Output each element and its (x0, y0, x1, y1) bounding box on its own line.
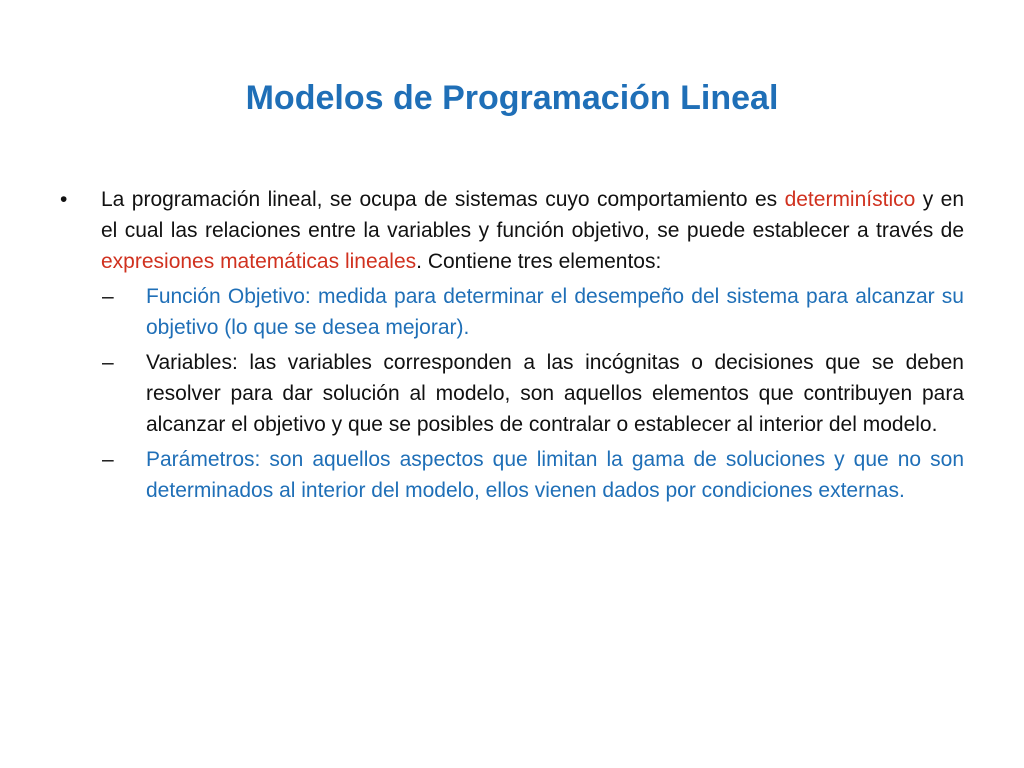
sub-item-marker: – (102, 448, 114, 471)
main-bullet-text-part1: La programación lineal, se ocupa de sistemas cuyo comportamiento es (101, 188, 785, 211)
sub-item-parametros (102, 444, 964, 506)
highlight-expresiones: expresiones matemáticas lineales (101, 250, 417, 273)
main-bullet-text (101, 184, 964, 277)
sub-item-marker: – (102, 351, 114, 374)
sub-item-variables (102, 347, 964, 440)
bullet-marker: • (60, 188, 68, 211)
sub-item-text: Función Objetivo: medida para determinar el desempeño del sistema para alcanzar su objetivo (lo que se desea mejorar). (146, 285, 964, 339)
sub-item-marker: – (102, 285, 114, 308)
slide-content (60, 184, 964, 506)
highlight-deterministico: determinístico (784, 188, 916, 211)
sub-item-text: Parámetros: son aquellos aspectos que limitan la gama de soluciones y que no son determinados al interior del modelo, ellos vienen dados por condiciones externas. (146, 448, 964, 502)
sub-item-funcion-objetivo (102, 281, 964, 343)
main-bullet-text-part3: . Contiene tres elementos: (416, 250, 662, 273)
sub-item-text: Variables: las variables corresponden a las incógnitas o decisiones que se deben resolver para dar solución al modelo, son aquellos elementos que contribuyen para alcanzar el objetivo y que se posibles de contralar o establecer al interior del modelo. (146, 351, 964, 436)
main-bullet (60, 184, 964, 277)
slide-title: Modelos de Programación Lineal (245, 79, 779, 117)
main-bullet-text-part2: y en el cual las relaciones entre la variables y función objetivo, se puede establecer a través de (101, 188, 965, 242)
